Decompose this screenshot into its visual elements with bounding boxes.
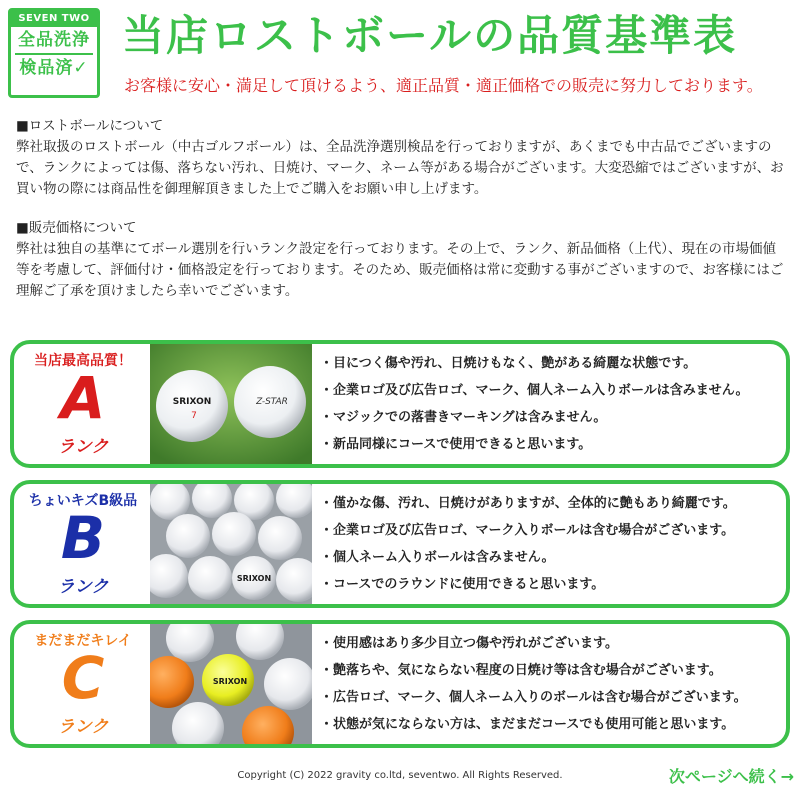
copyright-notice: Copyright (C) 2022 gravity co.ltd, seventwo. All Rights Reserved. [237,770,563,781]
section-lost-balls [16,116,786,200]
criteria-item: ・艶落ちや、気にならない程度の日焼け等は含む場合がございます。 [320,663,722,678]
badge-line-2: 検品済✓ [15,53,93,81]
criteria-item: ・状態が気にならない方は、まだまだコースでも使用可能と思います。 [320,717,735,732]
badge-line-1: 全品洗浄 [18,30,90,50]
ball-logo: SRIXON [212,677,248,686]
ball-logo: Z-STAR [256,397,288,407]
ball-logo: SRIXON [172,397,212,407]
rank-card-a [10,340,790,468]
criteria-item: ・企業ロゴ及び広告ロゴ、マーク、個人ネーム入りボールは含みません。 [320,383,749,398]
section-heading: ■販売価格について [16,220,137,236]
rank-card-c [10,620,790,748]
criteria-item: ・目につく傷や汚れ、日焼けもなく、艶がある綺麗な状態です。 [320,356,697,371]
rank-letter: C [61,644,105,712]
golf-ball-photo-c [150,624,312,744]
section-heading: ■ロストボールについて [16,118,164,134]
golf-ball-photo-a [150,344,312,464]
rank-card-b [10,480,790,608]
section-pricing [16,218,786,302]
criteria-item: ・マジックでの落書きマーキングは含みません。 [320,410,607,425]
criteria-item: ・コースでのラウンドに使用できると思います。 [320,577,605,592]
rank-tag: ちょいキズB級品 [28,493,138,509]
section-body: 弊社は独自の基準にてボール選別を行いランク設定を行っております。その上で、ランク、新品価格（上代）、現在の市場価値等を考慮して、評価付け・価格設定を行っております。そのため、販売価格は常に変動する事がございますので、お客様にはご理解ご了承を頂けましたら幸いでございます。 [16,241,784,299]
next-page-link[interactable]: 次ページへ続く→ [668,767,794,786]
rank-tag: まだまだキレイ [34,633,132,649]
ball-logo: SRIXON [236,574,272,583]
rank-tag: 当店最高品質！ [34,353,132,369]
criteria-item: ・新品同様にコースで使用できると思います。 [320,437,592,452]
criteria-item: ・使用感はあり多少目立つ傷や汚れがございます。 [320,636,618,651]
golf-ball-photo-b [150,484,312,604]
criteria-item: ・個人ネーム入りボールは含みません。 [320,550,555,565]
rank-criteria-list [320,490,780,598]
rank-word: ランク [57,717,109,737]
rank-letter: B [60,504,106,572]
criteria-item: ・広告ロゴ、マーク、個人ネーム入りのボールは含む場合がございます。 [320,690,747,705]
criteria-item: ・企業ロゴ及び広告ロゴ、マーク入りボールは含む場合がございます。 [320,523,735,538]
rank-criteria-list [320,630,780,738]
rank-letter: A [60,364,106,432]
rank-word: ランク [57,577,109,597]
quality-badge [8,8,100,98]
badge-brand: SEVEN TWO [11,11,97,27]
rank-criteria-list [320,350,780,458]
page-subtitle: お客様に安心・満足して頂けるよう、適正品質・適正価格での販売に努力しております。 [124,76,763,95]
page-title: 当店ロストボールの品質基準表 [122,11,738,60]
section-body: 弊社取扱のロストボール（中古ゴルフボール）は、全品洗浄選別検品を行っておりますが、あくまでも中古品でございますので、ランクによっては傷、落ちない汚れ、日焼け、マーク、ネーム等がある場合がございます。大変恐縮ではございますが、お買い物の際には商品性を御理解頂きました上でご購入をお願い申し上げます。 [16,139,784,197]
svg-text:7: 7 [191,411,197,421]
criteria-item: ・僅かな傷、汚れ、日焼けがありますが、全体的に艶もあり綺麗です。 [320,496,736,511]
rank-word: ランク [57,437,109,457]
